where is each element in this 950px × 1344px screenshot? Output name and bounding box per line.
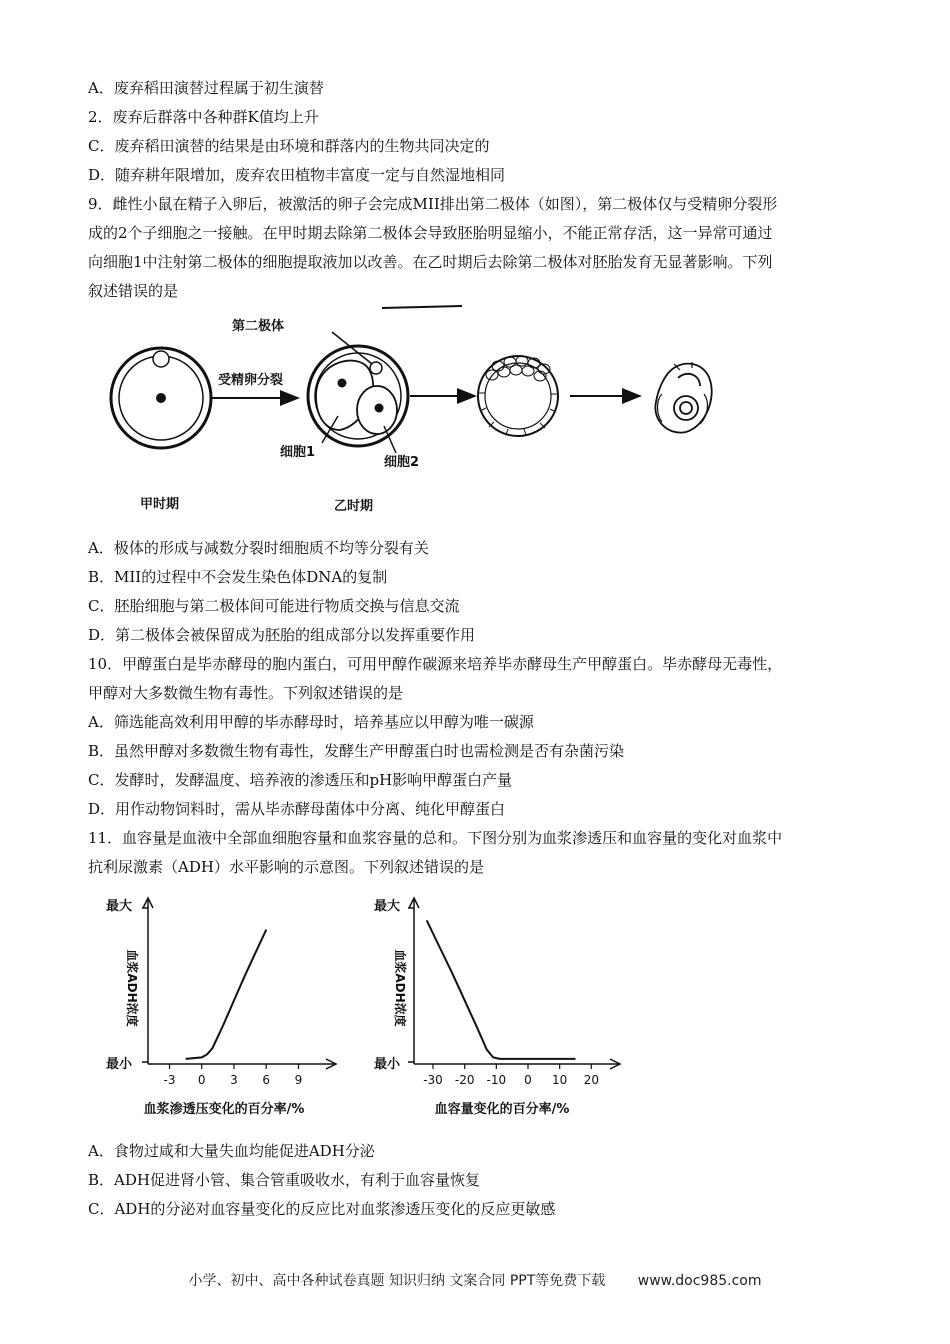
- polar-body-label: 第二极体: [232, 319, 285, 334]
- series-line: [427, 920, 576, 1059]
- q10-stem-line: 10．甲醇蛋白是毕赤酵母的胞内蛋白，可用甲醇作碳源来培养毕赤酵母生产甲醇蛋白。毕赤酵母无毒性，: [88, 655, 783, 673]
- x-axis-label: 血容量变化的百分率/%: [434, 1102, 570, 1117]
- q9-option-c: C．胚胎细胞与第二极体间可能进行物质交换与信息交流: [88, 597, 460, 615]
- cell2-label: 细胞2: [384, 455, 420, 470]
- x-tick-label: -3: [163, 1073, 176, 1087]
- cell1-label: 细胞1: [280, 445, 316, 460]
- q11-stem-line: 抗利尿激素（ADH）水平影响的示意图。下列叙述错误的是: [88, 858, 484, 876]
- y-max-tick-label: 最大: [106, 899, 133, 914]
- y-min-tick-label: 最小: [374, 1057, 401, 1072]
- q9-stem-line: 向细胞1中注射第二极体的细胞提取液加以改善。在乙时期后去除第二极体对胚胎发育无显著影响。下列: [88, 253, 773, 271]
- chart-axes: [408, 898, 620, 1069]
- footer-site-link[interactable]: www.doc985.com: [637, 1273, 762, 1289]
- q11-option-c: C．ADH的分泌对血容量变化的反应比对血浆渗透压变化的反应更敏感: [88, 1200, 556, 1218]
- q9-option-b: B．MII的过程中不会发生染色体DNA的复制: [88, 568, 388, 586]
- x-tick-label: 0: [197, 1073, 206, 1087]
- q10-stem-line: 甲醇对大多数微生物有毒性。下列叙述错误的是: [88, 684, 404, 702]
- x-tick-label: 20: [583, 1073, 599, 1087]
- q8-option-c: C．废弃稻田演替的结果是由环境和群落内的生物共同决定的: [88, 137, 490, 155]
- q10-option-b: B．虽然甲醇对多数微生物有毒性，发酵生产甲醇蛋白时也需检测是否有杂菌污染: [88, 742, 625, 760]
- y-axis-label: 血浆ADH浓度: [393, 949, 407, 1027]
- q10-option-c: C．发酵时，发酵温度、培养液的渗透压和pH影响甲醇蛋白产量: [88, 771, 513, 789]
- page-footer: [0, 1270, 950, 1290]
- blastocyst: [478, 356, 558, 436]
- q8-option-a: A．废弃稻田演替过程属于初生演替: [88, 79, 324, 97]
- q8-option-d: D．随弃耕年限增加，废弃农田植物丰富度一定与自然湿地相同: [88, 166, 506, 184]
- q9-stem-line: 成的2个子细胞之一接触。在甲时期去除第二极体会导致胚胎明显缩小，不能正常存活，这一异常可通过: [88, 224, 773, 242]
- q11-stem-line: 11．血容量是血液中全部血细胞容量和血浆容量的总和。下图分别为血浆渗透压和血容量的变化对血浆中: [88, 829, 783, 847]
- footer-text: 小学、初中、高中各种试卷真题 知识归纳 文案合同 PPT等免费下载: [188, 1273, 606, 1289]
- q9-option-a: A．极体的形成与减数分裂时细胞质不均等分裂有关: [88, 539, 429, 557]
- y-min-tick-label: 最小: [106, 1057, 133, 1072]
- q9-stem-line: 9．雌性小鼠在精子入卵后，被激活的卵子会完成MII排出第二极体（如图），第二极体仅与受精卵分裂形: [88, 195, 778, 213]
- q8-option-b: 2．废弃后群落中各种群K值均上升: [88, 108, 319, 126]
- fertilization-label: 受精卵分裂: [218, 373, 284, 388]
- x-axis-label: 血浆渗透压变化的百分率/%: [143, 1102, 305, 1117]
- x-tick-label: -10: [486, 1073, 507, 1087]
- q11-option-b: B．ADH促进肾小管、集合管重吸收水，有利于血容量恢复: [88, 1171, 480, 1189]
- q9-stem-line: 叙述错误的是: [88, 282, 179, 300]
- x-tick-label: 6: [262, 1073, 271, 1087]
- x-tick-label: 9: [294, 1073, 303, 1087]
- stage-yi-label: 乙时期: [334, 499, 374, 514]
- y-max-tick-label: 最大: [374, 899, 401, 914]
- chart-axes: [142, 898, 336, 1069]
- embryo-development-figure: [100, 298, 740, 518]
- x-tick-label: 3: [230, 1073, 238, 1087]
- adh-blood-volume-chart: [368, 888, 628, 1128]
- x-tick-label: 0: [524, 1073, 532, 1087]
- nucleus: [156, 393, 166, 403]
- embryo: [655, 362, 711, 433]
- y-axis-label: 血浆ADH浓度: [125, 949, 139, 1027]
- first-polar-body: [153, 351, 169, 367]
- q11-option-a: A．食物过咸和大量失血均能促进ADH分泌: [88, 1142, 375, 1160]
- q10-option-d: D．用作动物饲料时，需从毕赤酵母菌体中分离、纯化甲醇蛋白: [88, 800, 506, 818]
- q10-option-a: A．筛选能高效利用甲醇的毕赤酵母时，培养基应以甲醇为唯一碳源: [88, 713, 534, 731]
- series-line: [186, 930, 267, 1059]
- decorative-line: [382, 306, 462, 308]
- q9-option-d: D．第二极体会被保留成为胚胎的组成部分以发挥重要作用: [88, 626, 476, 644]
- egg-cell-jia: [111, 348, 211, 448]
- two-cell-embryo-yi: [308, 346, 408, 446]
- stage-jia-label: 甲时期: [140, 497, 180, 512]
- x-tick-label: 10: [552, 1073, 568, 1087]
- adh-osmotic-chart: [98, 888, 348, 1128]
- x-tick-label: -30: [423, 1073, 443, 1087]
- x-tick-label: -20: [454, 1073, 475, 1087]
